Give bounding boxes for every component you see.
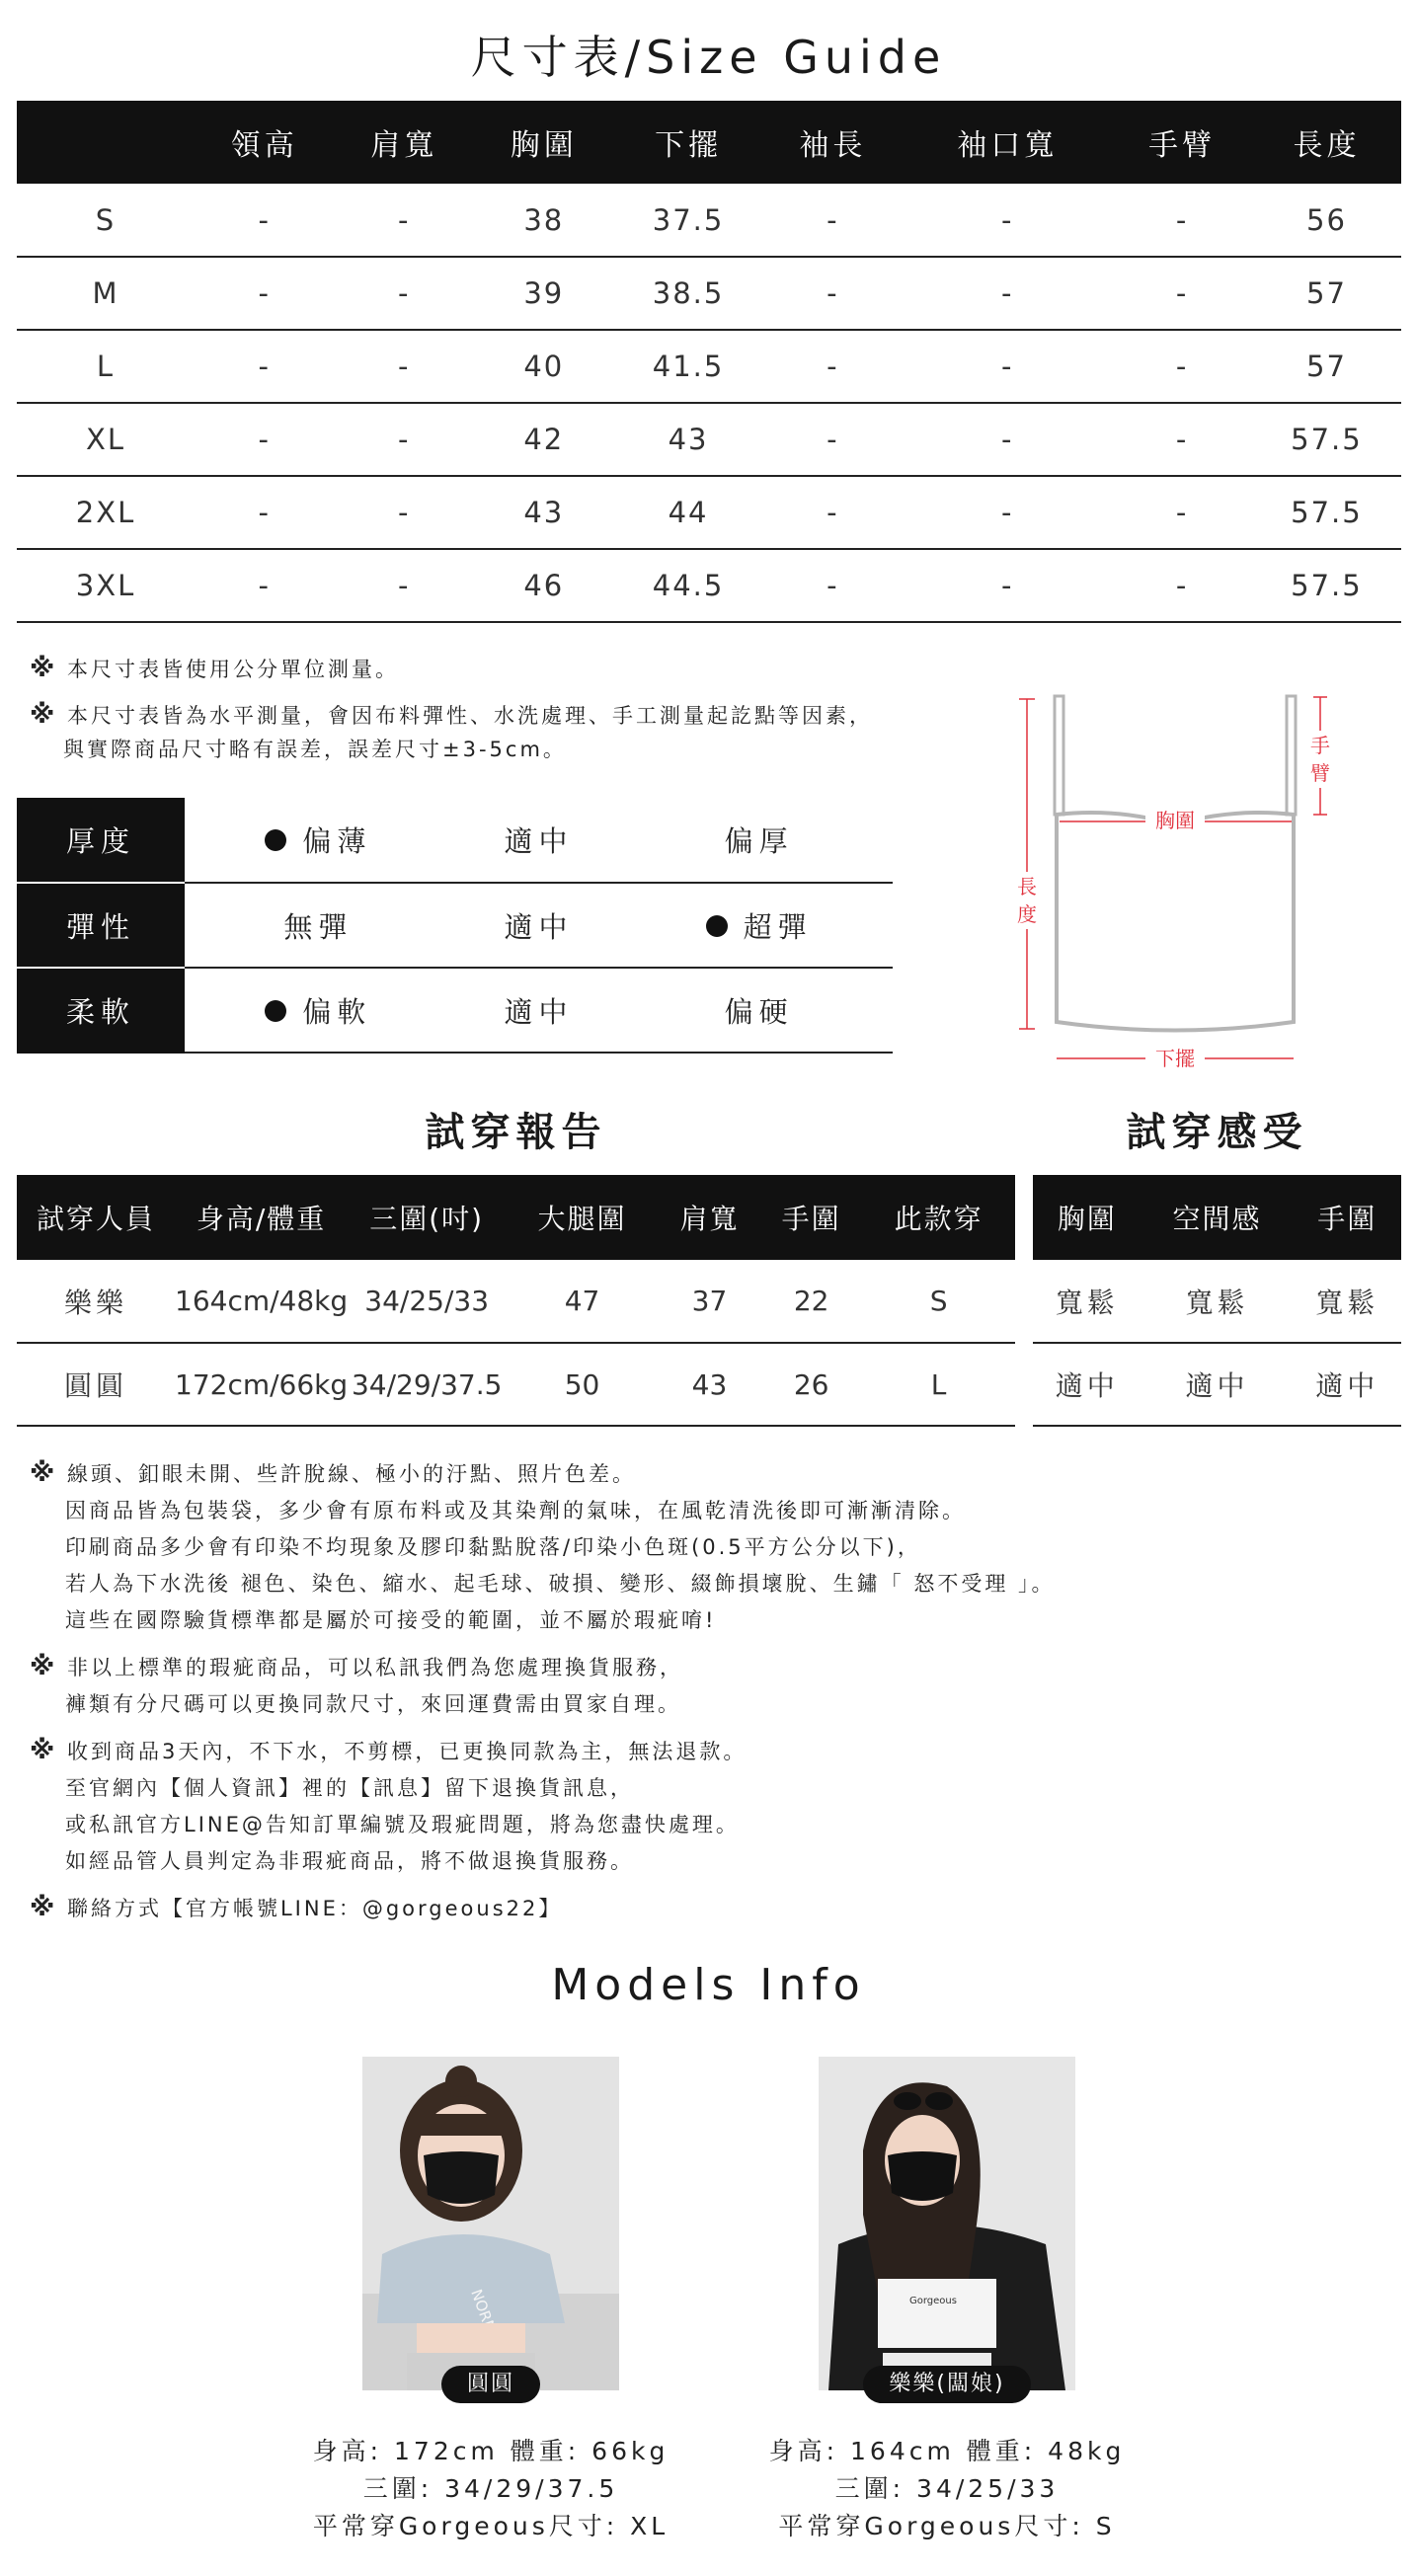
fabric-label: 柔軟 [17, 968, 185, 1053]
table-cell: - [195, 403, 335, 476]
page-title: 尺寸表/Size Guide [470, 31, 947, 84]
fabric-row-thickness [17, 798, 893, 883]
table-cell: 34/25/33 [348, 1260, 506, 1343]
model-measurements: 三圍: 34/25/33 [834, 2474, 1060, 2503]
table-cell: - [195, 330, 335, 403]
model-usual-size: 平常穿Gorgeous尺寸: S [778, 2512, 1116, 2540]
reference-mark-icon: ※ [30, 1652, 58, 1681]
model-usual-size: 平常穿Gorgeous尺寸: XL [312, 2512, 669, 2540]
fabric-option: 偏軟 [185, 968, 452, 1053]
fabric-row-elasticity [17, 883, 893, 968]
table-row [17, 476, 1401, 549]
right-strap [1287, 696, 1296, 815]
table-cell: - [763, 549, 904, 622]
table-cell: 37 [659, 1260, 760, 1343]
table-cell: 47 [506, 1260, 659, 1343]
table-row [1033, 1260, 1401, 1343]
policy-notes [30, 1455, 1392, 1927]
feel-heading: 試穿感受 [1126, 1110, 1308, 1155]
table-row [17, 549, 1401, 622]
table-cell: 43 [614, 403, 763, 476]
table-cell: 39 [474, 257, 614, 330]
table-cell: - [335, 476, 475, 549]
size-label: 3XL [17, 549, 195, 622]
table-cell: - [763, 257, 904, 330]
table-cell: - [903, 184, 1112, 257]
size-header-collar: 領高 [195, 101, 335, 184]
size-header-shoulder: 肩寬 [335, 101, 475, 184]
table-cell: S [862, 1260, 1015, 1343]
table-cell: 34/29/37.5 [348, 1343, 506, 1426]
table-cell: 172cm/66kg [175, 1343, 348, 1426]
table-cell: 56 [1252, 184, 1401, 257]
arm-label-2: 臂 [1310, 761, 1330, 785]
table-cell: - [195, 184, 335, 257]
garment-body [1057, 813, 1294, 1031]
table-cell: - [763, 403, 904, 476]
table-cell: - [335, 184, 475, 257]
table-cell: 43 [659, 1343, 760, 1426]
table-row [1033, 1343, 1401, 1426]
fabric-option: 無彈 [185, 883, 452, 968]
feel-table [1033, 1175, 1401, 1427]
table-cell: - [1112, 184, 1252, 257]
size-label: XL [17, 403, 195, 476]
try-header: 身高/體重 [175, 1175, 348, 1260]
table-cell: 適中 [1141, 1343, 1294, 1426]
fabric-option: 適中 [452, 798, 625, 883]
size-header-length: 長度 [1252, 101, 1401, 184]
model-name-2: 樂樂(闆娘) [863, 2366, 1031, 2403]
size-header-arm: 手臂 [1112, 101, 1252, 184]
policy-block-2: ※ 非以上標準的瑕疵商品，可以私訊我們為您處理換貨服務， 褲類有分尺碼可以更換同款尺寸，來回運費需由買家自理。 [30, 1652, 683, 1716]
table-cell: 57.5 [1252, 476, 1401, 549]
table-cell: 寬鬆 [1141, 1260, 1294, 1343]
table-cell: 22 [760, 1260, 862, 1343]
size-header-cuff: 袖口寬 [903, 101, 1112, 184]
table-cell: - [763, 184, 904, 257]
shirt-print-2: Gorgeous [909, 2296, 957, 2306]
feel-header: 空間感 [1141, 1175, 1294, 1260]
fabric-label: 彈性 [17, 883, 185, 968]
model-measurements: 三圍: 34/29/37.5 [362, 2474, 619, 2503]
fabric-option: 偏硬 [625, 968, 893, 1053]
reference-mark-icon: ※ [30, 1736, 58, 1765]
garment-diagram [997, 681, 1363, 1076]
fabric-option: 適中 [452, 968, 625, 1053]
table-cell: 43 [474, 476, 614, 549]
note-2: ※ 本尺寸表皆為水平測量，會因布料彈性、水洗處理、手工測量起訖點等因素， [30, 700, 873, 730]
try-header: 此款穿 [862, 1175, 1015, 1260]
table-cell: 40 [474, 330, 614, 403]
note-2-cont: 與實際商品尺寸略有誤差，誤差尺寸±3-5cm。 [63, 738, 567, 761]
size-header-chest: 胸圍 [474, 101, 614, 184]
reference-mark-icon: ※ [30, 1458, 58, 1488]
models-heading: Models Info [551, 1960, 866, 2010]
table-cell: - [1112, 330, 1252, 403]
try-table [17, 1175, 1015, 1427]
table-cell: 42 [474, 403, 614, 476]
table-cell: 57 [1252, 330, 1401, 403]
fabric-option: 偏厚 [625, 798, 893, 883]
arm-label-1: 手 [1310, 734, 1330, 757]
policy-block-1: ※ 線頭、釦眼未開、些許脫線、極小的汙點、照片色差。 因商品皆為包裝袋，多少會有原布料或及其染劑的氣味，在風乾清洗後即可漸漸清除。 印刷商品多少會有印染不均現象及膠印黏點脫落/印染小色斑(0.5平方公分以下)， 若人為下水洗後 褪色、染色、縮水、起毛球、破損、變形、綴飾損壞脫、生鏽「 怒不受理 」。 這些在國際驗貨標準都是屬於可接受的範圍，並不屬於瑕疵唷! [30, 1458, 1056, 1632]
table-cell: 26 [760, 1343, 862, 1426]
table-row [17, 1260, 1015, 1343]
table-cell: - [335, 257, 475, 330]
length-label-2: 度 [1017, 902, 1037, 926]
table-row [17, 257, 1401, 330]
table-cell: - [763, 330, 904, 403]
length-label-1: 長 [1017, 875, 1037, 898]
table-cell: 適中 [1293, 1343, 1401, 1426]
table-cell: - [335, 549, 475, 622]
table-cell: - [763, 476, 904, 549]
hem-label: 下擺 [1155, 1047, 1195, 1070]
table-cell: 圓圓 [17, 1343, 175, 1426]
table-cell: 37.5 [614, 184, 763, 257]
table-cell: - [903, 330, 1112, 403]
try-header: 三圍(吋) [348, 1175, 506, 1260]
table-cell: L [862, 1343, 1015, 1426]
chest-label: 胸圍 [1155, 809, 1195, 832]
table-cell: 寬鬆 [1293, 1260, 1401, 1343]
table-cell: - [1112, 549, 1252, 622]
measure-notes [30, 652, 1017, 766]
reference-mark-icon: ※ [30, 700, 58, 730]
table-cell: - [903, 403, 1112, 476]
size-label: L [17, 330, 195, 403]
fabric-option: 適中 [452, 883, 625, 968]
table-row [17, 330, 1401, 403]
table-cell: 46 [474, 549, 614, 622]
fabric-option: 偏薄 [185, 798, 452, 883]
table-cell: - [903, 476, 1112, 549]
size-label: 2XL [17, 476, 195, 549]
table-cell: - [1112, 257, 1252, 330]
fabric-table [17, 798, 893, 1054]
table-row [17, 184, 1401, 257]
size-table [17, 101, 1401, 623]
table-cell: - [335, 330, 475, 403]
table-cell: 樂樂 [17, 1260, 175, 1343]
model-photo-1 [362, 2057, 619, 2390]
table-cell: 164cm/48kg [175, 1260, 348, 1343]
model-name-1: 圓圓 [441, 2366, 540, 2403]
table-cell: - [1112, 476, 1252, 549]
selected-dot-icon [706, 915, 728, 937]
feel-header: 胸圍 [1033, 1175, 1141, 1260]
try-header: 肩寬 [659, 1175, 760, 1260]
table-row [17, 403, 1401, 476]
try-header: 試穿人員 [17, 1175, 175, 1260]
table-cell: - [335, 403, 475, 476]
table-cell: - [903, 257, 1112, 330]
left-strap [1055, 696, 1063, 815]
selected-dot-icon [265, 829, 286, 851]
size-label: M [17, 257, 195, 330]
model-photo-2 [819, 2057, 1075, 2390]
table-cell: - [195, 476, 335, 549]
try-heading: 試穿報告 [425, 1110, 607, 1155]
table-cell: - [195, 549, 335, 622]
size-header-sleeve: 袖長 [763, 101, 904, 184]
fabric-option: 超彈 [625, 883, 893, 968]
table-cell: - [1112, 403, 1252, 476]
note-1: ※ 本尺寸表皆使用公分單位測量。 [30, 654, 399, 683]
policy-block-4: ※ 聯絡方式【官方帳號LINE：@gorgeous22】 [30, 1893, 563, 1922]
table-cell: 38 [474, 184, 614, 257]
fabric-label: 厚度 [17, 798, 185, 883]
size-header-hem: 下擺 [614, 101, 763, 184]
table-cell: 57.5 [1252, 549, 1401, 622]
try-table-header [17, 1175, 1015, 1260]
policy-block-3: ※ 收到商品3天內，不下水，不剪標，已更換同款為主，無法退款。 至官網內【個人資訊】裡的【訊息】留下退換貨訊息， 或私訊官方LINE@告知訂單編號及瑕疵問題，將為您盡快處理。 如經品管人員判定為非瑕疵商品，將不做退換貨服務。 [30, 1736, 748, 1873]
model-height-weight: 身高: 172cm 體重: 66kg [312, 2437, 669, 2465]
fabric-row-softness [17, 968, 893, 1053]
size-label: S [17, 184, 195, 257]
reference-mark-icon: ※ [30, 1893, 58, 1922]
table-row [17, 1343, 1015, 1426]
table-cell: 38.5 [614, 257, 763, 330]
model-illustration-2 [819, 2057, 1075, 2390]
table-cell: 44 [614, 476, 763, 549]
size-header-blank [17, 101, 195, 184]
table-cell: 寬鬆 [1033, 1260, 1141, 1343]
model-stats-2 [700, 2433, 1194, 2545]
feel-table-header [1033, 1175, 1401, 1260]
table-cell: 50 [506, 1343, 659, 1426]
reference-mark-icon: ※ [30, 654, 58, 683]
table-cell: 41.5 [614, 330, 763, 403]
model-height-weight: 身高: 164cm 體重: 48kg [768, 2437, 1126, 2465]
model-stats-1 [244, 2433, 738, 2545]
feel-header: 手圍 [1293, 1175, 1401, 1260]
size-table-header [17, 101, 1401, 184]
table-cell: 44.5 [614, 549, 763, 622]
model-illustration-1 [362, 2057, 619, 2390]
table-cell: - [903, 549, 1112, 622]
table-cell: 57 [1252, 257, 1401, 330]
table-cell: 適中 [1033, 1343, 1141, 1426]
try-header: 大腿圍 [506, 1175, 659, 1260]
try-header: 手圍 [760, 1175, 862, 1260]
table-cell: - [195, 257, 335, 330]
table-cell: 57.5 [1252, 403, 1401, 476]
selected-dot-icon [265, 1000, 286, 1022]
